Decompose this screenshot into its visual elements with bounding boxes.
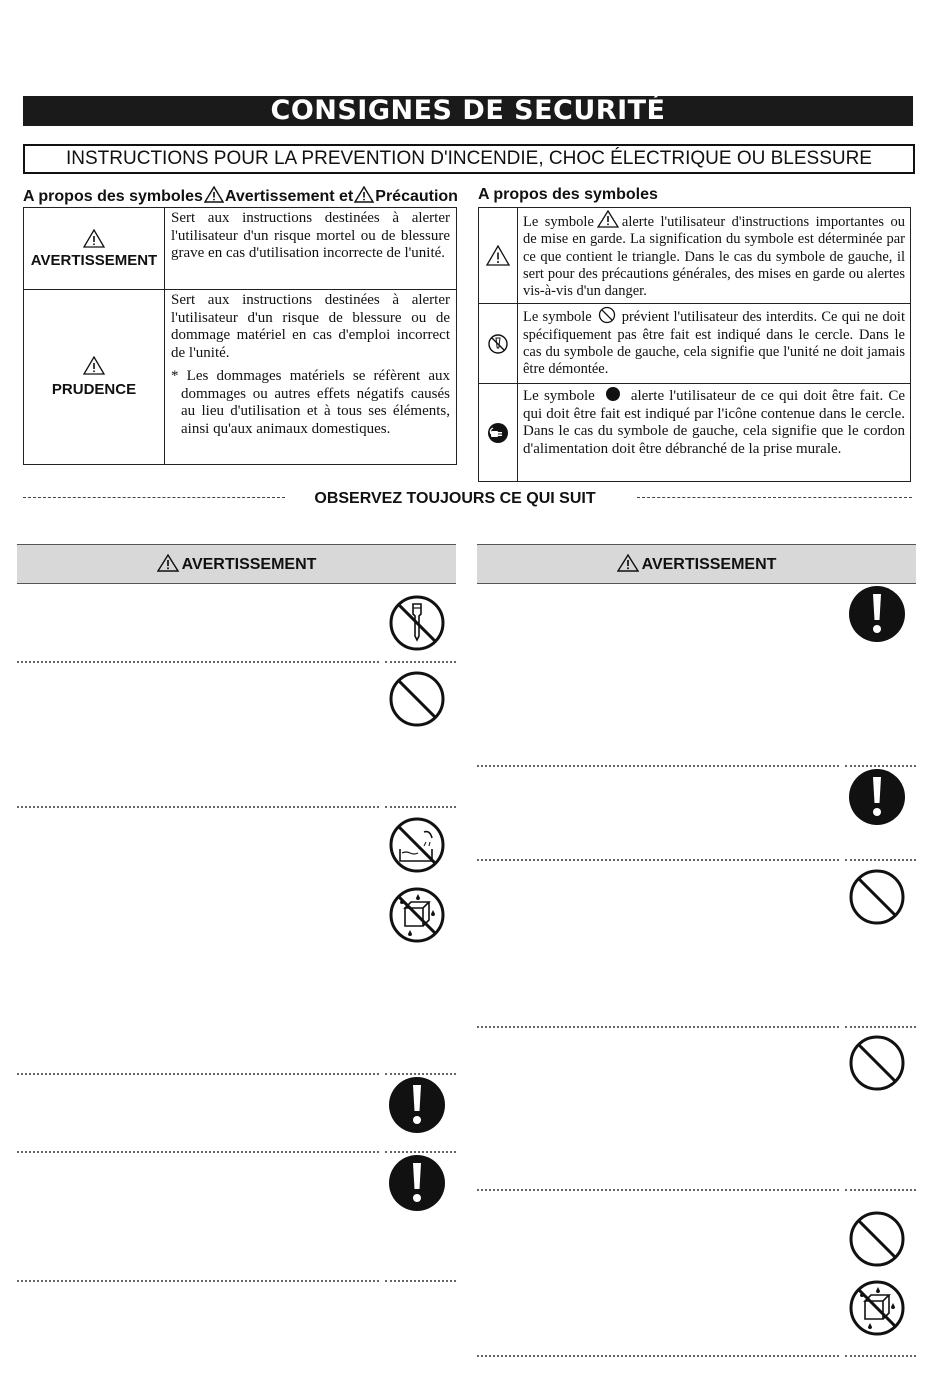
observe-heading: OBSERVEZ TOUJOURS CE QUI SUIT bbox=[314, 490, 596, 507]
divider bbox=[385, 1280, 456, 1282]
divider bbox=[23, 497, 285, 498]
prohibited-icon bbox=[848, 868, 906, 926]
page-title: CONSIGNES DE SECURITÉ bbox=[23, 96, 913, 126]
warning-triangle-icon bbox=[486, 245, 510, 266]
divider bbox=[17, 1151, 379, 1153]
caution-description-cell bbox=[165, 290, 457, 465]
divider bbox=[385, 806, 456, 808]
symbol-description: Le symbole alerte l'utilisateur de ce qui doit être fait. Ce qui doit être fait est indiqué par l'icône contenue dans le cercle. Dans le cas du symbole de gauche, cela signifie que le cordon d'alimentation doit être débranché de la prise murale. bbox=[518, 384, 911, 482]
left-section-heading: A propos des symboles Avertissement et Précaution bbox=[23, 188, 458, 205]
warning-triangle-icon bbox=[83, 356, 105, 375]
no-liquid-icon bbox=[848, 1279, 906, 1337]
divider bbox=[385, 1073, 456, 1075]
table-row bbox=[24, 208, 457, 290]
divider bbox=[17, 661, 379, 663]
symbol-description: Le symbole alerte l'utilisateur d'instructions importantes ou de mise en garde. La signification du symbole est déterminée par ce que contient le triangle. Dans le cas du symbole de gauche, il sert pour des précautions générales, des mises en garde ou alertes vis-à-vis d'un danger. bbox=[518, 208, 911, 304]
no-liquid-icon bbox=[388, 886, 446, 944]
table-row bbox=[24, 290, 457, 465]
symbol-description: Le symbole prévient l'utilisateur des interdits. Ce qui ne doit spécifiquement pas être fait est indiqué dans le cercle. Dans le cas du symbole de gauche, cela signifie que l'unité ne doit jamais être démontée. bbox=[518, 304, 911, 384]
divider bbox=[17, 1280, 379, 1282]
symbol-cell bbox=[479, 208, 518, 304]
warning-description: Sert aux instructions destinées à alerter l'utilisateur d'un risque mortel ou de blessure grave en cas d'utilisation incorrecte de l'unité. bbox=[165, 208, 457, 290]
prohibited-icon bbox=[598, 306, 616, 324]
divider bbox=[477, 859, 839, 861]
left-warning-header: AVERTISSEMENT bbox=[17, 544, 456, 584]
no-disassembly-icon bbox=[487, 333, 509, 355]
mandatory-icon bbox=[848, 768, 906, 826]
unplug-icon bbox=[487, 422, 509, 444]
table-row bbox=[479, 304, 911, 384]
right-section-heading: A propos des symboles bbox=[478, 186, 658, 203]
table-row bbox=[479, 208, 911, 304]
divider bbox=[637, 497, 912, 498]
no-disassembly-icon bbox=[388, 594, 446, 652]
divider bbox=[477, 765, 839, 767]
symbol-cell bbox=[479, 384, 518, 482]
divider bbox=[477, 1355, 839, 1357]
prohibited-icon bbox=[848, 1210, 906, 1268]
warning-triangle-icon bbox=[204, 186, 224, 203]
divider bbox=[845, 1026, 916, 1028]
warning-triangle-icon bbox=[157, 554, 179, 572]
no-water-icon bbox=[388, 816, 446, 874]
warning-triangle-icon bbox=[597, 210, 619, 228]
divider bbox=[845, 1355, 916, 1357]
divider bbox=[17, 1073, 379, 1075]
mandatory-dot-icon bbox=[605, 386, 621, 402]
divider bbox=[845, 859, 916, 861]
warning-label-cell bbox=[24, 208, 165, 290]
mandatory-icon bbox=[388, 1076, 446, 1134]
divider bbox=[385, 661, 456, 663]
divider bbox=[845, 1189, 916, 1191]
table-row bbox=[479, 384, 911, 482]
caution-description: Sert aux instructions destinées à alerter l'utilisateur d'un risque de blessure ou de dommage matériel en cas d'emploi incorrect de l'unité. bbox=[171, 292, 450, 361]
warning-label: AVERTISSEMENT bbox=[30, 251, 158, 269]
right-warning-header: AVERTISSEMENT bbox=[477, 544, 916, 584]
symbol-cell bbox=[479, 304, 518, 384]
mandatory-icon bbox=[388, 1154, 446, 1212]
prohibited-icon bbox=[848, 1034, 906, 1092]
page-subtitle: INSTRUCTIONS POUR LA PREVENTION D'INCENDIE, CHOC ÉLECTRIQUE OU BLESSURE bbox=[23, 144, 915, 174]
divider bbox=[385, 1151, 456, 1153]
warning-triangle-icon bbox=[83, 229, 105, 248]
divider bbox=[845, 765, 916, 767]
divider bbox=[477, 1189, 839, 1191]
divider bbox=[17, 806, 379, 808]
warning-triangle-icon bbox=[617, 554, 639, 572]
divider bbox=[477, 1026, 839, 1028]
symbols-table bbox=[478, 207, 911, 482]
caution-note: * Les dommages matériels se réfèrent aux dommages ou autres effets négatifs causés au lieu d'utilisation et à tous ses éléments, ainsi qu'aux animaux domestiques. bbox=[171, 368, 450, 437]
prohibited-icon bbox=[388, 670, 446, 728]
mandatory-icon bbox=[848, 585, 906, 643]
warning-levels-table bbox=[23, 207, 457, 465]
caution-label-cell bbox=[24, 290, 165, 465]
caution-label: PRUDENCE bbox=[51, 381, 137, 398]
warning-triangle-icon bbox=[354, 186, 374, 203]
